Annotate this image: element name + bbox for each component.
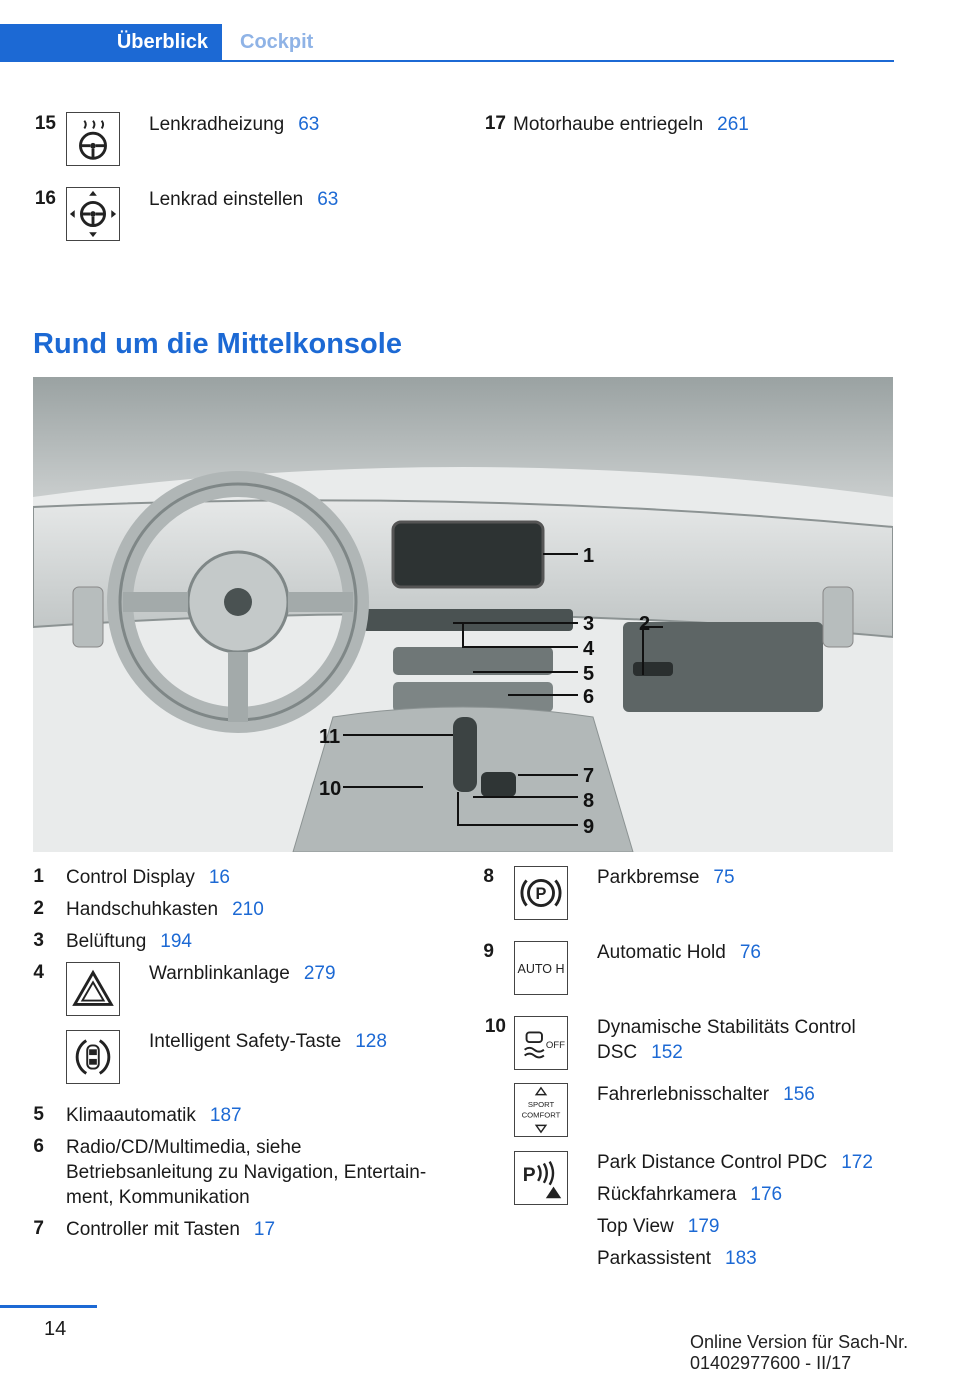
callout-10: 10	[319, 778, 342, 800]
item-label-line: DSC	[597, 1042, 638, 1063]
tab-bar	[0, 24, 894, 62]
page-reference-link[interactable]: 128	[355, 1031, 387, 1052]
item-number: 9	[483, 941, 494, 962]
item-number: 3	[33, 930, 44, 951]
item-label-line: Betriebsanleitung zu Navigation, Entertain-	[66, 1162, 427, 1183]
item-label: Handschuhkasten 210	[66, 899, 264, 920]
steering-wheel-adjust-icon	[66, 187, 120, 241]
page-reference-link[interactable]: 75	[713, 867, 735, 888]
item-label	[66, 1135, 426, 1210]
svg-text:P: P	[535, 884, 547, 903]
item-label-line: ment, Kommunikation	[66, 1187, 250, 1208]
sport-text: SPORT	[527, 1100, 555, 1110]
item-label: Warnblinkanlage 279	[149, 963, 336, 984]
item-label: Fahrerlebnisschalter 156	[597, 1084, 815, 1105]
callout-7: 7	[583, 765, 595, 787]
callout-1: 1	[583, 545, 595, 567]
steering-wheel-heating-icon	[66, 112, 120, 166]
cockpit-illustration	[33, 377, 893, 852]
item-label: Controller mit Tasten 17	[66, 1219, 276, 1240]
tab-ueberblick[interactable]: Überblick	[0, 24, 222, 60]
item-number: 1	[33, 866, 44, 887]
item-label: Lenkradheizung 63	[149, 114, 320, 135]
page-reference-link[interactable]: 261	[717, 114, 749, 135]
page-reference-link[interactable]: 172	[841, 1152, 873, 1173]
callout-9: 9	[583, 816, 595, 838]
item-label-line: Dynamische Stabilitäts Control	[597, 1017, 856, 1038]
item-number: 5	[33, 1104, 44, 1125]
pdc-icon	[514, 1151, 568, 1205]
item-label: Top View 179	[597, 1216, 720, 1237]
tab-cockpit[interactable]: Cockpit	[240, 31, 314, 53]
footer-text: Online Version für Sach-Nr. 01402977600 - II/17	[690, 1332, 909, 1373]
page-reference-link[interactable]: 210	[232, 899, 264, 920]
item-label: Park Distance Control PDC 172	[597, 1152, 873, 1173]
item-label: Klimaautomatik 187	[66, 1105, 242, 1126]
item-label: Lenkrad einstellen 63	[149, 189, 339, 210]
hazard-warning-icon	[66, 962, 120, 1016]
callout-4: 4	[583, 638, 595, 660]
item-number: 15	[34, 113, 56, 134]
item-number: 8	[483, 866, 494, 887]
item-number: 2	[33, 898, 44, 919]
item-number: 7	[33, 1218, 44, 1239]
page-reference-link[interactable]: 63	[317, 189, 339, 210]
item-label: Control Display 16	[66, 867, 230, 888]
comfort-text: COMFORT	[521, 1110, 561, 1120]
item-label	[597, 1015, 856, 1065]
item-label: Parkbremse 75	[597, 867, 735, 888]
callout-5: 5	[583, 663, 595, 685]
page-reference-link[interactable]: 152	[651, 1042, 683, 1063]
item-label: Parkassistent 183	[597, 1248, 757, 1269]
page-reference-link[interactable]: 179	[687, 1216, 720, 1237]
section-title: Rund um die Mittelkonsole	[33, 328, 402, 360]
callout-11: 11	[319, 726, 341, 748]
callout-8: 8	[583, 790, 595, 812]
item-label-line: Radio/CD/Multimedia, siehe	[66, 1137, 302, 1158]
item-number: 4	[33, 962, 44, 983]
page-reference-link[interactable]: 176	[750, 1184, 783, 1205]
svg-text:P: P	[522, 1164, 536, 1186]
item-number: 16	[34, 188, 56, 209]
auto-hold-icon	[514, 941, 568, 995]
page-reference-link[interactable]: 17	[253, 1219, 276, 1240]
callout-2: 2	[639, 613, 651, 635]
page-number: 14	[44, 1318, 67, 1340]
auto-hold-text: AUTO H	[517, 961, 565, 976]
dsc-off-icon	[514, 1016, 568, 1070]
page-reference-link[interactable]: 194	[160, 931, 192, 952]
dsc-off-text: OFF	[545, 1039, 566, 1051]
driving-experience-switch-icon	[514, 1083, 568, 1137]
item-label: Motorhaube entriegeln 261	[513, 114, 749, 135]
page-reference-link[interactable]: 187	[209, 1105, 242, 1126]
callout-6: 6	[583, 686, 595, 708]
page-reference-link[interactable]: 76	[739, 942, 761, 963]
item-number: 17	[484, 113, 506, 134]
footer-divider	[0, 1305, 97, 1308]
page-reference-link[interactable]: 279	[303, 963, 336, 984]
page-reference-link[interactable]: 63	[298, 114, 320, 135]
item-label: Belüftung 194	[66, 931, 192, 952]
item-label: Intelligent Safety-Taste 128	[149, 1031, 387, 1052]
intelligent-safety-icon	[66, 1030, 120, 1084]
parking-brake-icon	[514, 866, 568, 920]
page-reference-link[interactable]: 183	[725, 1248, 757, 1269]
item-number: 6	[33, 1136, 44, 1157]
item-label: Rückfahrkamera 176	[597, 1184, 783, 1205]
item-label: Automatic Hold 76	[597, 942, 761, 963]
page-reference-link[interactable]: 16	[208, 867, 230, 888]
page-reference-link[interactable]: 156	[783, 1084, 815, 1105]
item-number: 10	[484, 1016, 506, 1037]
callout-3: 3	[583, 613, 595, 635]
